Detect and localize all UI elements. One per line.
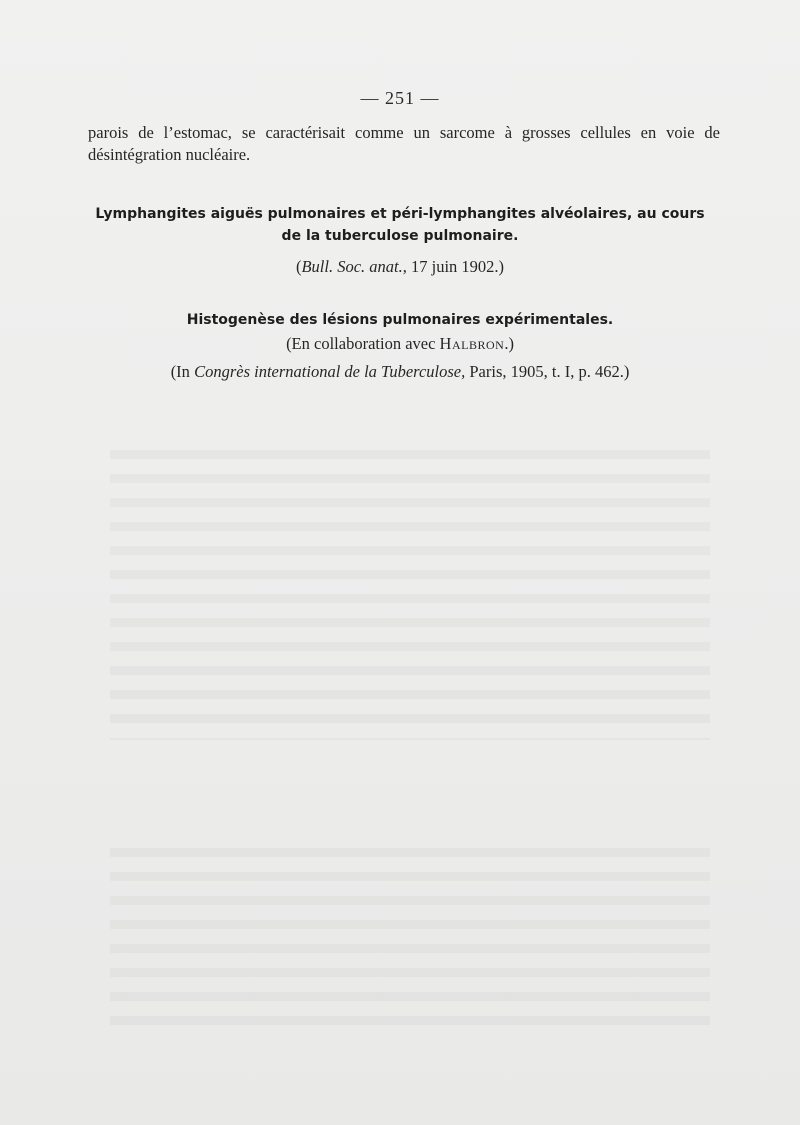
bleed-through-upper xyxy=(110,450,710,740)
intro-paragraph xyxy=(88,122,720,166)
entry-2-collab-prefix: (En collaboration avec xyxy=(286,334,440,353)
entry-2-reference xyxy=(80,361,720,383)
entry-2-ref-rest: Paris, 1905, t. I, p. 462.) xyxy=(465,362,630,381)
entry-1-title xyxy=(80,203,720,247)
entry-1-ref-open: ( xyxy=(295,257,302,276)
intro-paragraph-line-1: parois de l’estomac, se caractérisait comme un sarcome à grosses cellules en voie de xyxy=(88,123,720,142)
entry-2-collab-suffix: .) xyxy=(504,334,514,353)
intro-paragraph-line-2: désintégration nucléaire. xyxy=(88,145,251,164)
entry-2-ref-open: (In xyxy=(170,362,195,381)
entry-2-title-line-1: Histogenèse des lésions pulmonaires expérimentales. xyxy=(186,312,614,328)
entry-1-ref-journal: Bull. Soc. anat. xyxy=(301,257,403,276)
entry-2-collab-name: Halbron xyxy=(439,334,505,353)
entry-1-title-line-1: Lymphangites aiguës pulmonaires et péri-lymphangites alvéolaires, au cours xyxy=(95,206,705,222)
bleed-through-lower xyxy=(110,848,710,1028)
page-number: — 251 — xyxy=(360,88,440,108)
entry-2-ref-journal: Congrès international de la Tuberculose, xyxy=(194,362,466,381)
entry-2-collaboration xyxy=(80,333,720,355)
entry-1-reference xyxy=(80,256,720,278)
entry-2-title xyxy=(80,309,720,331)
entry-1-ref-rest: , 17 juin 1902.) xyxy=(402,257,505,276)
entry-1-title-line-2: de la tuberculose pulmonaire. xyxy=(281,228,519,244)
